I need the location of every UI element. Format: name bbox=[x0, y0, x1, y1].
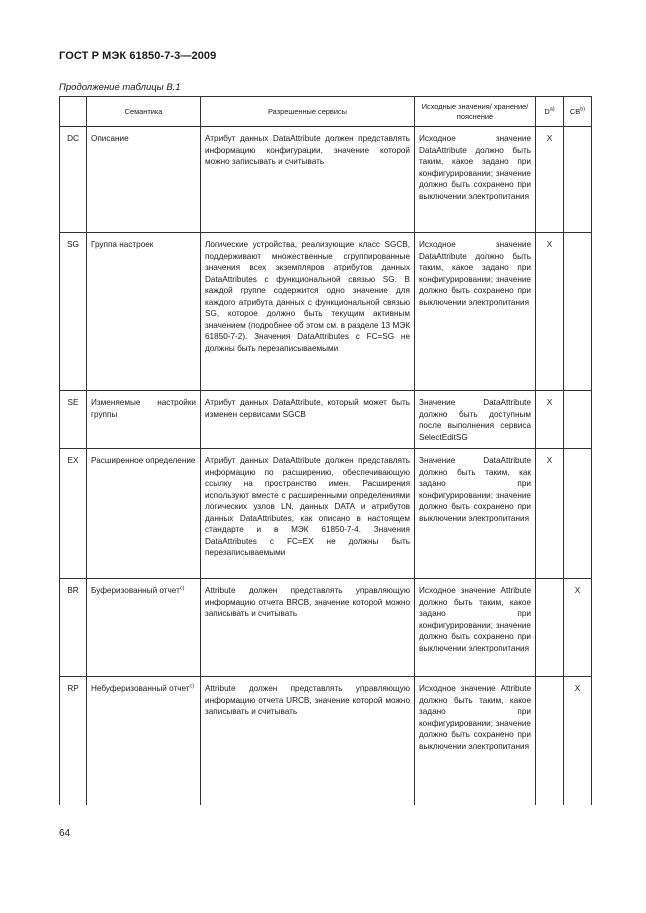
row-semantics bbox=[87, 579, 201, 677]
row-d-mark: X bbox=[536, 391, 564, 449]
row-code: BR bbox=[60, 579, 87, 677]
header-initial: Исходные значения/ хранение/пояснение bbox=[415, 97, 536, 127]
row-cb-mark bbox=[564, 449, 592, 579]
row-services: Атрибут данных DataAttribute должен представлять информацию по расширению, обеспечивающую ссылку на пространство имен. Расширения используют вместе с расширенными определениями логических узлов LN, данных DATA и атрибутов данных DataAttributes, как описано в настоящем стандарте и в МЭК 61850-7-4. Значения DataAttributes с FC=EX не должны быть перезаписываемыми bbox=[201, 449, 415, 579]
attribute-table bbox=[59, 96, 592, 805]
row-d-mark: X bbox=[536, 233, 564, 391]
row-semantics bbox=[87, 677, 201, 805]
header-d bbox=[536, 97, 564, 127]
header-d-label: D bbox=[544, 106, 550, 116]
row-cb-mark bbox=[564, 127, 592, 233]
header-services: Разрешенные сервисы bbox=[201, 97, 415, 127]
table-caption: Продолжение таблицы В.1 bbox=[59, 82, 181, 93]
row-code: RP bbox=[60, 677, 87, 805]
row-cb-mark bbox=[564, 391, 592, 449]
row-semantics-text: Небуферизованный отчет bbox=[91, 684, 190, 693]
row-cb-mark: X bbox=[564, 579, 592, 677]
row-services: Логические устройства, реализующие класс SGCB, поддерживают множественные сгруппированные значения всех экземпляров атрибутов данных DataAttributes с функциональной связью SG. В каждой группе содержится одно значение для каждого атрибута данных с функциональной связью SG, которое должно быть текущим активным значением (подробнее об этом см. в разделе 13 МЭК 61850-7-2). Значения DataAttributes с FC=SG не должны быть перезаписываемыми bbox=[201, 233, 415, 391]
row-initial: Значение DataAttribute должно быть таким, как задано при конфигурировании; значение должно быть сохранено при выключении электропитания bbox=[415, 449, 536, 579]
table-row bbox=[60, 233, 592, 391]
row-semantics bbox=[87, 127, 201, 233]
document-header: ГОСТ Р МЭК 61850-7-3—2009 bbox=[59, 50, 217, 62]
row-code: SE bbox=[60, 391, 87, 449]
row-d-mark: X bbox=[536, 127, 564, 233]
row-d-mark bbox=[536, 677, 564, 805]
row-code: DC bbox=[60, 127, 87, 233]
table-row bbox=[60, 391, 592, 449]
table-header-row bbox=[60, 97, 592, 127]
row-initial: Исходное значение Attribute должно быть таким, какое задано при конфигурировании; значение должно быть сохранено при выключении электропитания bbox=[415, 677, 536, 805]
table-row bbox=[60, 677, 592, 805]
row-d-mark: X bbox=[536, 449, 564, 579]
table-row bbox=[60, 449, 592, 579]
row-semantics-footnote: c) bbox=[179, 585, 185, 592]
table-row bbox=[60, 579, 592, 677]
row-semantics-text: Описание bbox=[91, 134, 129, 143]
row-cb-mark bbox=[564, 233, 592, 391]
row-services: Атрибут данных DataAttribute, который может быть изменен сервисами SGCB bbox=[201, 391, 415, 449]
row-d-mark bbox=[536, 579, 564, 677]
header-cb bbox=[564, 97, 592, 127]
header-cb-footnote: b) bbox=[580, 106, 586, 113]
row-services: Attribute должен представлять управляющую информацию отчета BRCB, значение которой можно записывать и считывать bbox=[201, 579, 415, 677]
row-semantics bbox=[87, 233, 201, 391]
row-semantics bbox=[87, 449, 201, 579]
header-d-footnote: a) bbox=[549, 106, 555, 113]
row-semantics-text: Расширенное определение bbox=[91, 456, 196, 465]
row-semantics-text: Изменяемые настройки группы bbox=[91, 398, 196, 419]
page-number: 64 bbox=[59, 828, 71, 839]
header-code bbox=[60, 97, 87, 127]
row-code: EX bbox=[60, 449, 87, 579]
table-row bbox=[60, 127, 592, 233]
row-semantics-footnote: c) bbox=[189, 683, 195, 690]
header-semantics: Семантика bbox=[87, 97, 201, 127]
row-semantics-text: Буферизованный отчет bbox=[91, 586, 180, 595]
row-code: SG bbox=[60, 233, 87, 391]
row-services: Атрибут данных DataAttribute должен представлять информацию конфигурации, значение которой можно записывать и считывать bbox=[201, 127, 415, 233]
row-services: Attribute должен представлять управляющую информацию отчета URCB, значение которой можно записывать и считывать bbox=[201, 677, 415, 805]
row-initial: Исходное значение DataAttribute должно быть таким, какое задано при конфигурировании; значение должно быть сохранено при выключении электропитания bbox=[415, 233, 536, 391]
row-initial: Значение DataAttribute должно быть доступным после выполнения сервиса SelectEditSG bbox=[415, 391, 536, 449]
row-semantics-text: Группа настроек bbox=[91, 240, 154, 249]
row-initial: Исходное значение DataAttribute должно быть таким, какое задано при конфигурировании; значение должно быть сохранено при выключении электропитания bbox=[415, 127, 536, 233]
header-cb-label: CB bbox=[569, 106, 581, 116]
row-semantics bbox=[87, 391, 201, 449]
row-cb-mark: X bbox=[564, 677, 592, 805]
row-initial: Исходное значение Attribute должно быть таким, какое задано при конфигурировании; значение должно быть сохранено при выключении электропитания bbox=[415, 579, 536, 677]
